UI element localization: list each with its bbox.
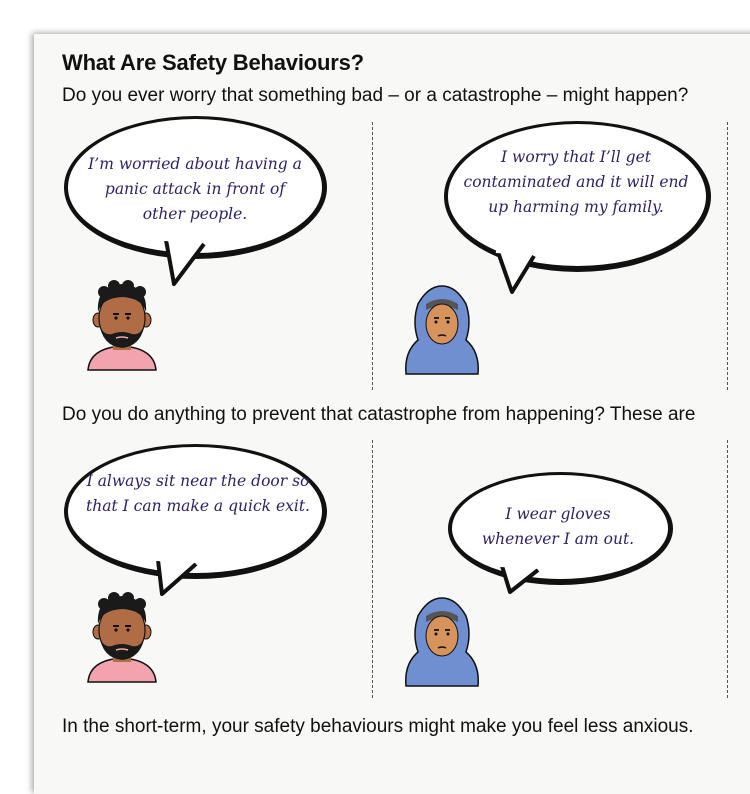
divider-bottom-right — [727, 440, 728, 698]
man-avatar — [82, 592, 162, 682]
question-text: Do you do anything to prevent that catastrophe from happening? These are — [62, 404, 696, 425]
footer-text: In the short-term, your safety behaviours might make you feel less anxious. — [62, 716, 694, 737]
speech-text-worry-woman: I worry that I’ll get contaminated and it will end up harming my family. — [463, 148, 689, 216]
woman-avatar — [402, 282, 482, 374]
divider-top-left — [372, 122, 373, 390]
speech-text-behaviour-woman: I wear gloves whenever I am out. — [481, 505, 635, 548]
divider-top-right — [727, 122, 728, 390]
speech-text-behaviour-man: I always sit near the door so that I can make a quick exit. — [86, 472, 310, 515]
man-avatar — [82, 280, 162, 370]
intro-text: Do you ever worry that something bad – or a catastrophe – might happen? — [62, 85, 689, 106]
speech-text-worry-man: I’m worried about having a panic attack in front of other people. — [88, 155, 302, 223]
page-title: What Are Safety Behaviours? — [62, 50, 364, 75]
speech-bubble-tail — [160, 236, 220, 296]
divider-bottom-left — [372, 440, 373, 698]
speech-bubble-tail — [496, 562, 556, 622]
speech-bubble-tail — [492, 248, 552, 308]
woman-avatar — [402, 594, 482, 686]
